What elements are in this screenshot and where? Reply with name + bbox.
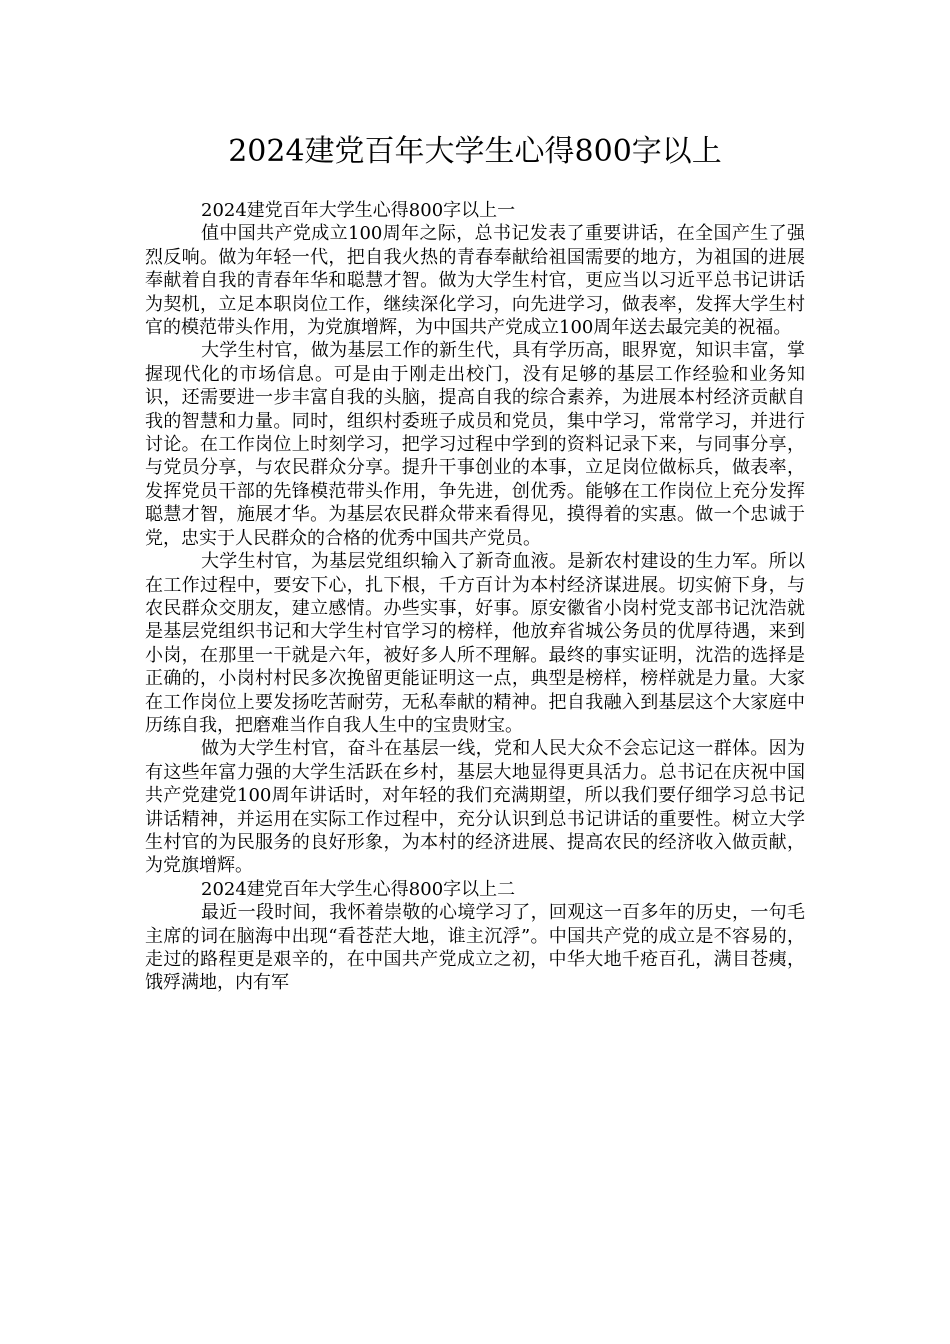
- paragraph-1-2: 大学生村官，做为基层工作的新生代，具有学历高，眼界宽，知识丰富，掌握现代化的市场信息。可是由于刚走出校门，没有足够的基层工作经验和业务知识，还需要进一步丰富自我的头脑，提高自我的综合素养，为进展本村经济贡献自我的智慧和力量。同时，组织村委班子成员和党员，集中学习，常常学习，并进行讨论。在工作岗位上时刻学习，把学习过程中学到的资料记录下来，与同事分享，与党员分享，与农民群众分享。提升干事创业的本事，立足岗位做标兵，做表率，发挥党员干部的先锋模范带头作用，争先进，创优秀。能够在工作岗位上充分发挥聪慧才智，施展才华。为基层农民群众带来看得见，摸得着的实惠。做一个忠诚于党，忠实于人民群众的合格的优秀中国共产党员。: [145, 340, 805, 549]
- paragraph-1-4: 做为大学生村官，奋斗在基层一线，党和人民大众不会忘记这一群体。因为有这些年富力强的大学生活跃在乡村，基层大地显得更具活力。总书记在庆祝中国共产党建党100周年讲话时，对年轻的我们充满期望，所以我们要仔细学习总书记讲话精神，并运用在实际工作过程中，充分认识到总书记讲话的重要性。树立大学生村官的为民服务的良好形象，为本村的经济进展、提高农民的经济收入做贡献，为党旗增辉。: [145, 738, 805, 877]
- section-one: [145, 199, 805, 878]
- page-bottom-margin: [0, 1222, 950, 1344]
- section-heading-two: 2024建党百年大学生心得800字以上二: [201, 878, 516, 900]
- document-title: 2024建党百年大学生心得800字以上: [228, 134, 722, 169]
- paragraph-2-1: 最近一段时间，我怀着崇敬的心境学习了，回观这一百多年的历史，一句毛主席的词在脑海中出现“看苍茫大地，谁主沉浮”。中国共产党的成立是不容易的，走过的路程更是艰辛的，在中国共产党成立之初，中华大地千疮百孔，满目苍痍，饿殍满地，内有军: [145, 902, 805, 994]
- paragraph-1-1: 值中国共产党成立100周年之际，总书记发表了重要讲话，在全国产生了强烈反响。做为年轻一代，把自我火热的青春奉献给祖国需要的地方，为祖国的进展奉献着自我的青春年华和聪慧才智。做为大学生村官，更应当以习近平总书记讲话为契机，立足本职岗位工作，继续深化学习，向先进学习，做表率，发挥大学生村官的模范带头作用，为党旗增辉，为中国共产党成立100周年送去最完美的祝福。: [145, 223, 805, 339]
- section-two: [145, 878, 805, 995]
- paragraph-1-3: 大学生村官，为基层党组织输入了新奇血液。是新农村建设的生力军。所以在工作过程中，要安下心，扎下根，千方百计为本村经济谋进展。切实俯下身，与农民群众交朋友，建立感情。办些实事，好事。原安徽省小岗村党支部书记沈浩就是基层党组织书记和大学生村官学习的榜样，他放弃省城公务员的优厚待遇，来到小岗，在那里一干就是六年，被好多人所不理解。最终的事实证明，沈浩的选择是正确的，小岗村村民多次挽留更能证明这一点，典型是榜样，榜样就是力量。大家在工作岗位上要发扬吃苦耐劳，无私奉献的精神。把自我融入到基层这个大家庭中历练自我，把磨难当作自我人生中的宝贵财宝。: [145, 551, 805, 736]
- section-heading-one: 2024建党百年大学生心得800字以上一: [201, 200, 516, 221]
- document-page: [145, 125, 805, 995]
